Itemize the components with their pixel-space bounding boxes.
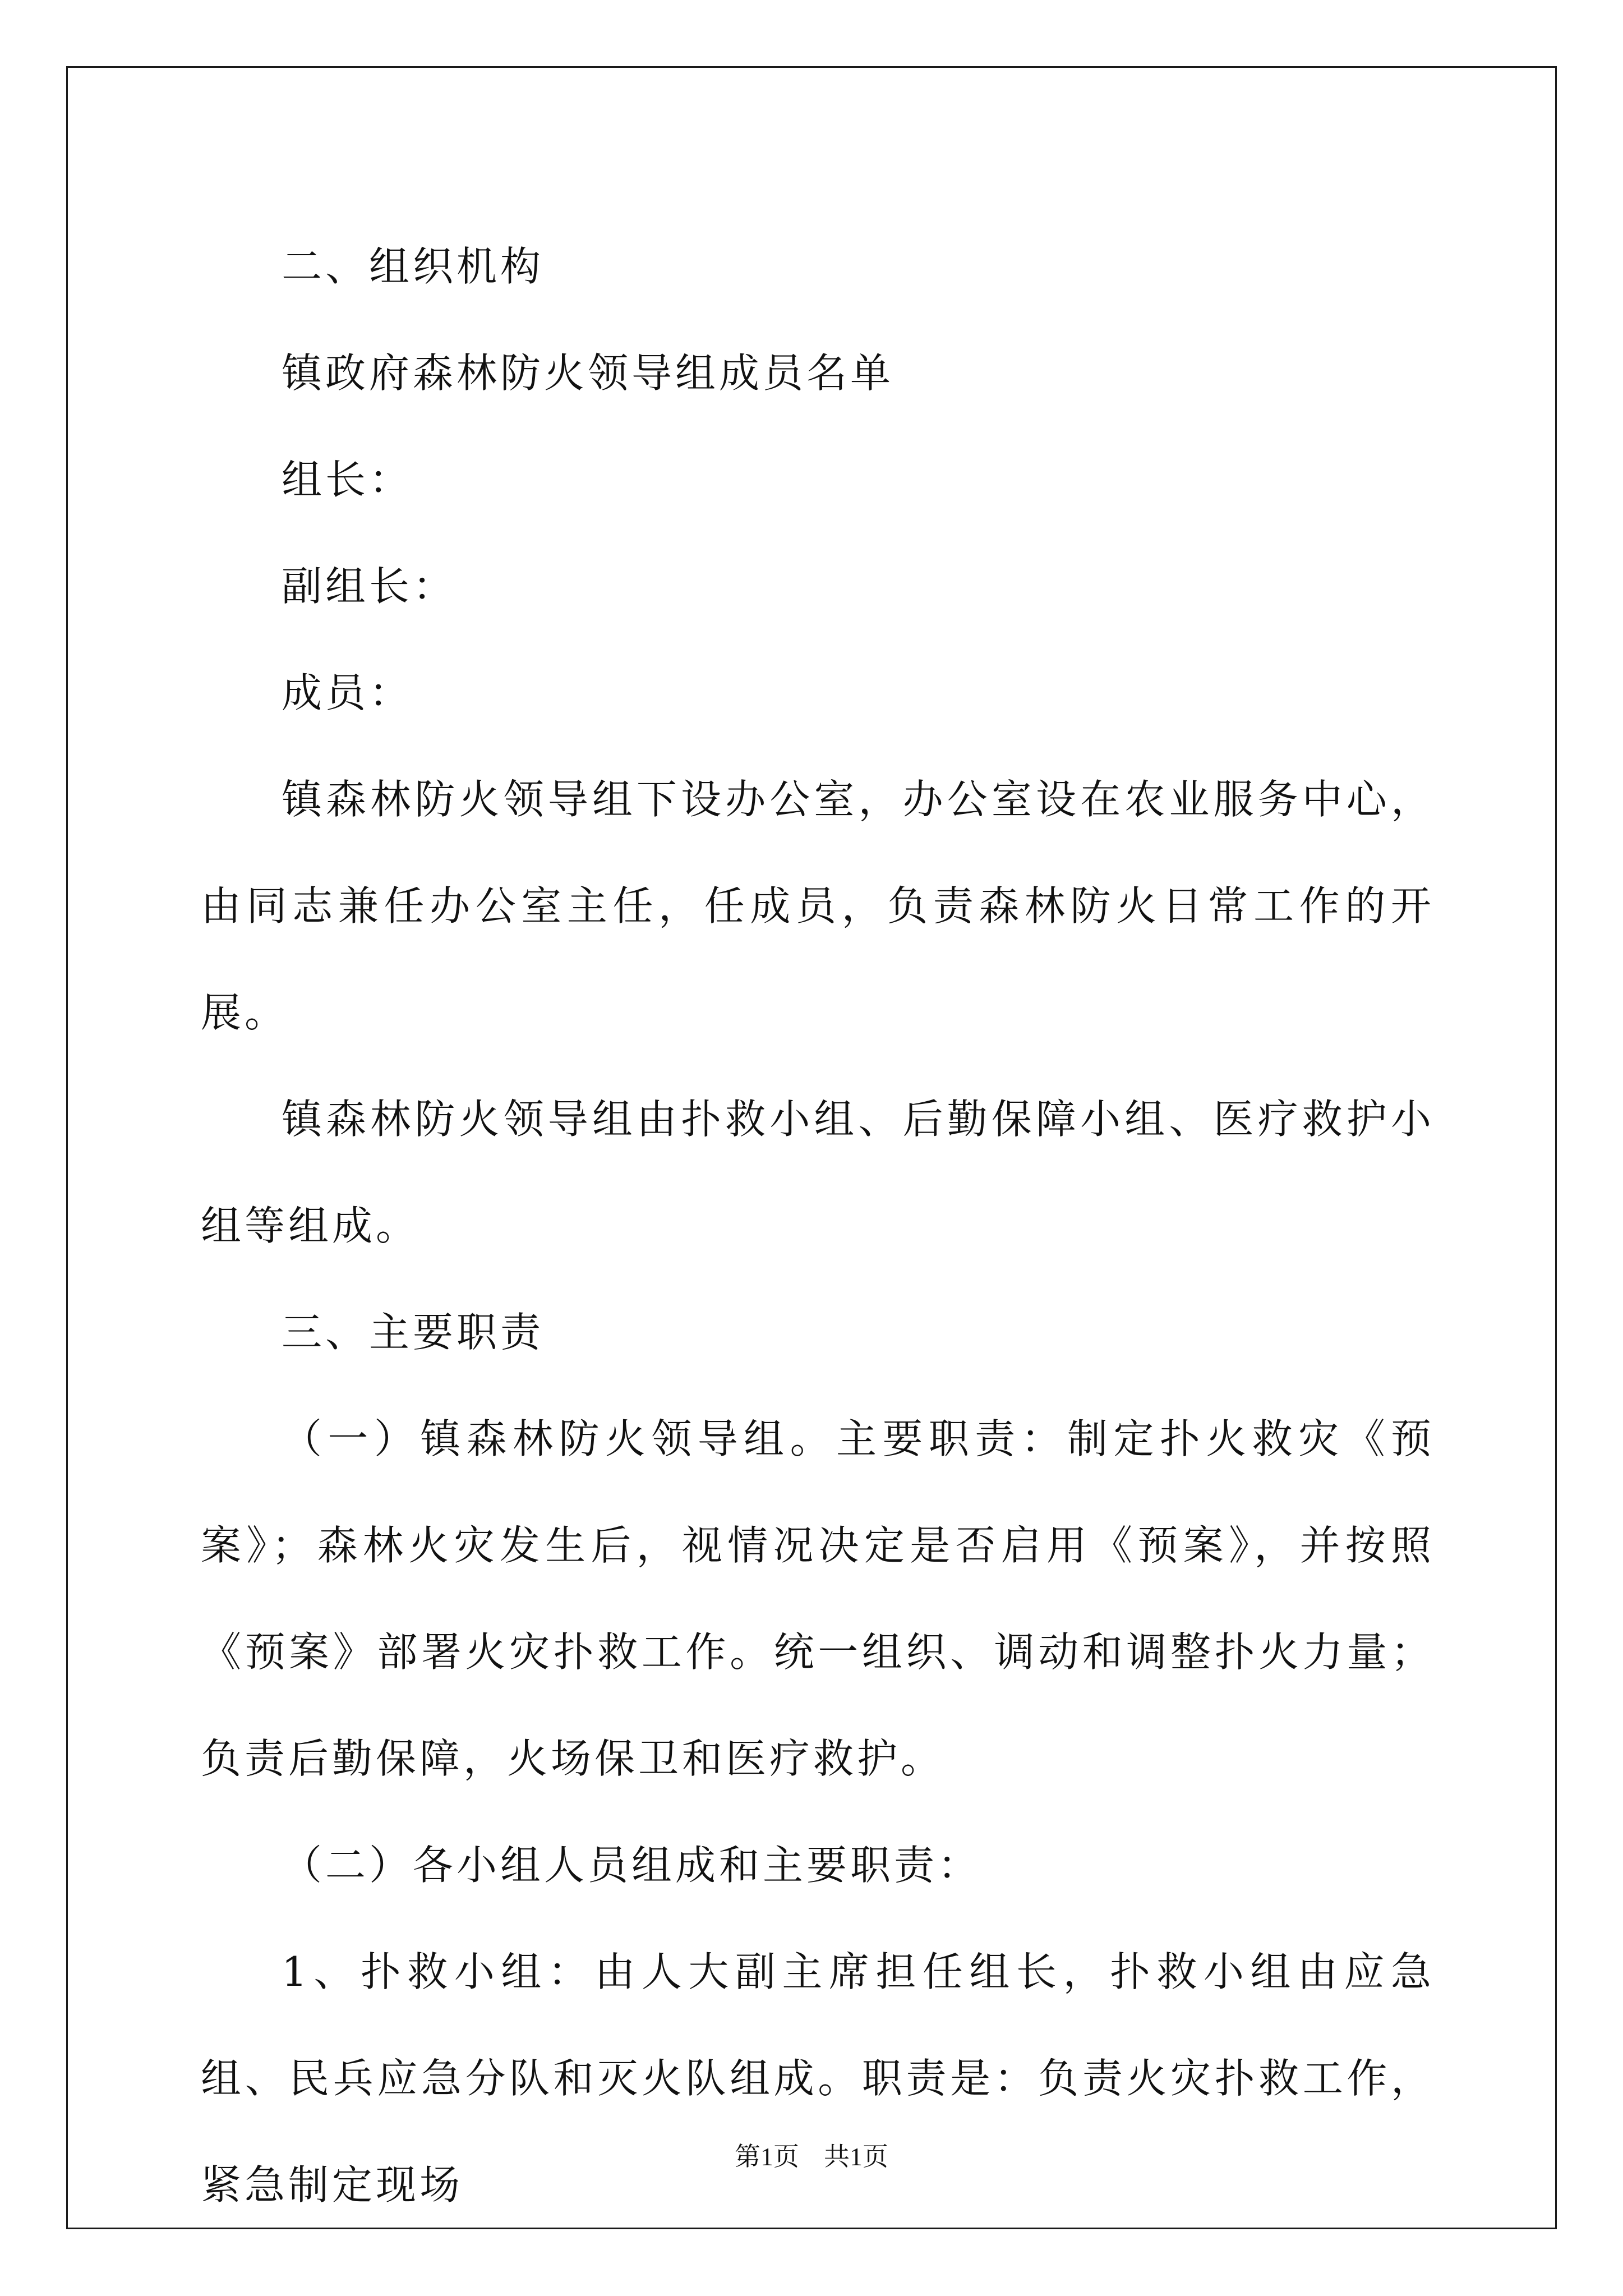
section-heading-duties: 三、主要职责: [282, 1309, 545, 1356]
rescue-group-paragraph: 1、扑救小组：由人大副主席担任组长，扑救小组由应急组、民兵应急分队和灭火队组成。职责是：负责火灾扑救工作，紧急制定现场: [201, 1948, 1435, 2208]
page-number: 第1页: [735, 2142, 799, 2171]
deputy-leader-line: 副组长：: [282, 563, 457, 610]
total-pages: 共1页: [824, 2142, 888, 2171]
group-composition-paragraph: 镇森林防火领导组由扑救小组、后勤保障小组、医疗救护小组等组成。: [201, 1096, 1435, 1249]
section-heading-organization: 二、组织机构: [282, 243, 545, 290]
document-body: [201, 213, 1435, 2238]
office-paragraph: 镇森林防火领导组下设办公室，办公室设在农业服务中心，由同志兼任办公室主任，任成员，负责森林防火日常工作的开展。: [201, 776, 1435, 1036]
leadership-duties-paragraph: （一）镇森林防火领导组。主要职责：制定扑火救灾《预案》；森林火灾发生后，视情况决定是否启用《预案》，并按照《预案》部署火灾扑救工作。统一组织、调动和调整扑火力量；负责后勤保障，火场保卫和医疗救护。: [201, 1415, 1435, 1782]
leader-line: 组长：: [282, 456, 413, 503]
leadership-list-title: 镇政府森林防火领导组成员名单: [282, 349, 895, 397]
page-footer: [0, 2136, 1623, 2173]
subgroups-heading: （二）各小组人员组成和主要职责：: [282, 1842, 982, 1889]
members-line: 成员：: [282, 669, 413, 716]
